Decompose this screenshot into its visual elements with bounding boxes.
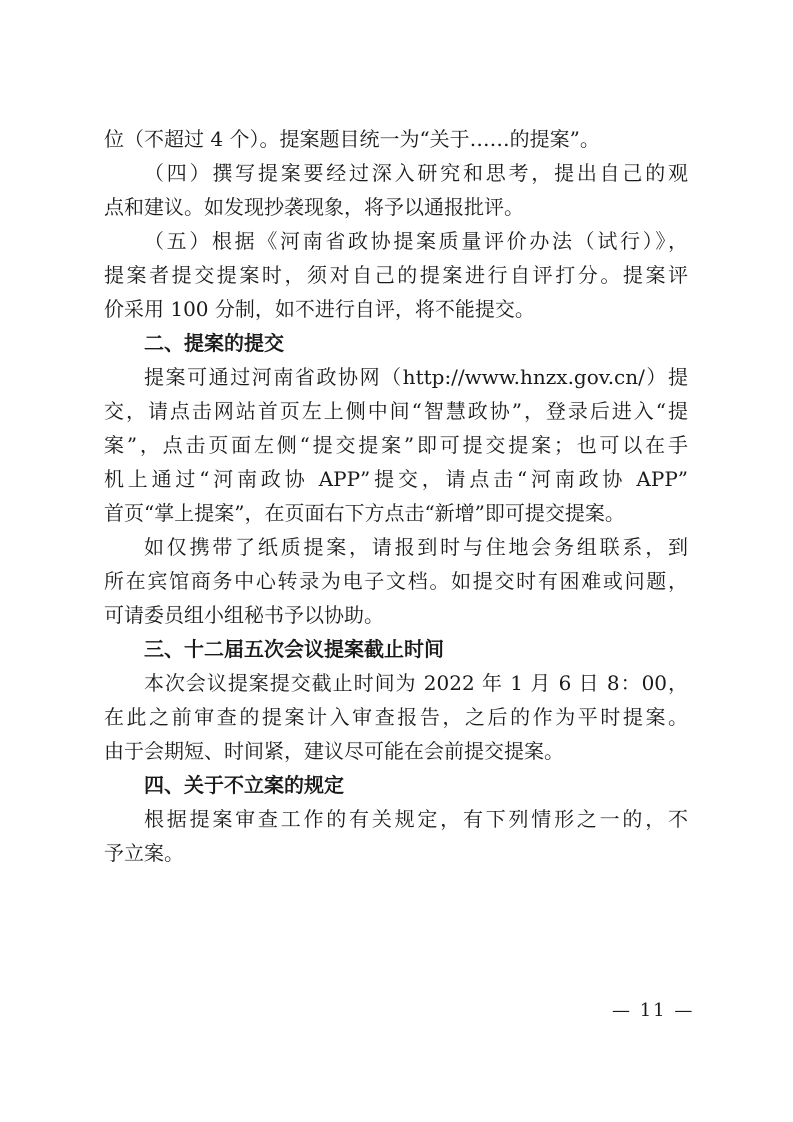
paragraph-line: 在此之前审查的提案计入审查报告，之后的作为平时提案。: [104, 705, 688, 729]
paragraph-line: 可请委员组小组秘书予以协助。: [104, 603, 384, 627]
paragraph-line: （五）根据《河南省政协提案质量评价办法（试行）》，: [144, 229, 688, 253]
paragraph-line: 交，请点击网站首页左上侧中间“智慧政协”，登录后进入“提: [104, 399, 688, 423]
paragraph-line: 价采用 100 分制，如不进行自评，将不能提交。: [104, 297, 535, 321]
paragraph-line: 案”，点击页面左侧“提交提案”即可提交提案；也可以在手: [104, 433, 688, 457]
paragraph-line: 位（不超过 4 个）。提案题目统一为“关于……的提案”。: [104, 127, 600, 151]
section-heading-3: 三、十二届五次会议提案截止时间: [144, 637, 444, 661]
paragraph-line: （四）撰写提案要经过深入研究和思考，提出自己的观: [144, 161, 688, 185]
paragraph-line: 机上通过“河南政协 APP”提交，请点击“河南政协 APP”: [104, 467, 688, 491]
paragraph-line: 所在宾馆商务中心转录为电子文档。如提交时有困难或问题，: [104, 569, 688, 593]
paragraph-line: 首页“掌上提案”，在页面右下方点击“新增”即可提交提案。: [104, 501, 625, 525]
paragraph-line: 如仅携带了纸质提案，请报到时与住地会务组联系，到: [144, 535, 688, 559]
paragraph-line: 提案可通过河南省政协网（http://www.hnzx.gov.cn/）提: [144, 365, 688, 389]
paragraph-line: 根据提案审查工作的有关规定，有下列情形之一的，不: [144, 807, 688, 831]
paragraph-line: 予立案。: [104, 841, 184, 865]
paragraph-line: 点和建议。如发现抄袭现象，将予以通报批评。: [104, 195, 524, 219]
page-number: — 11 —: [612, 1000, 695, 1021]
section-heading-2: 二、提案的提交: [144, 331, 284, 355]
paragraph-line: 本次会议提案提交截止时间为 2022 年 1 月 6 日 8：00，: [144, 671, 688, 695]
section-heading-4: 四、关于不立案的规定: [144, 773, 344, 797]
document-body: [104, 122, 688, 870]
paragraph-line: 提案者提交提案时，须对自己的提案进行自评打分。提案评: [104, 263, 688, 287]
paragraph-line: 由于会期短、时间紧，建议尽可能在会前提交提案。: [104, 739, 564, 763]
